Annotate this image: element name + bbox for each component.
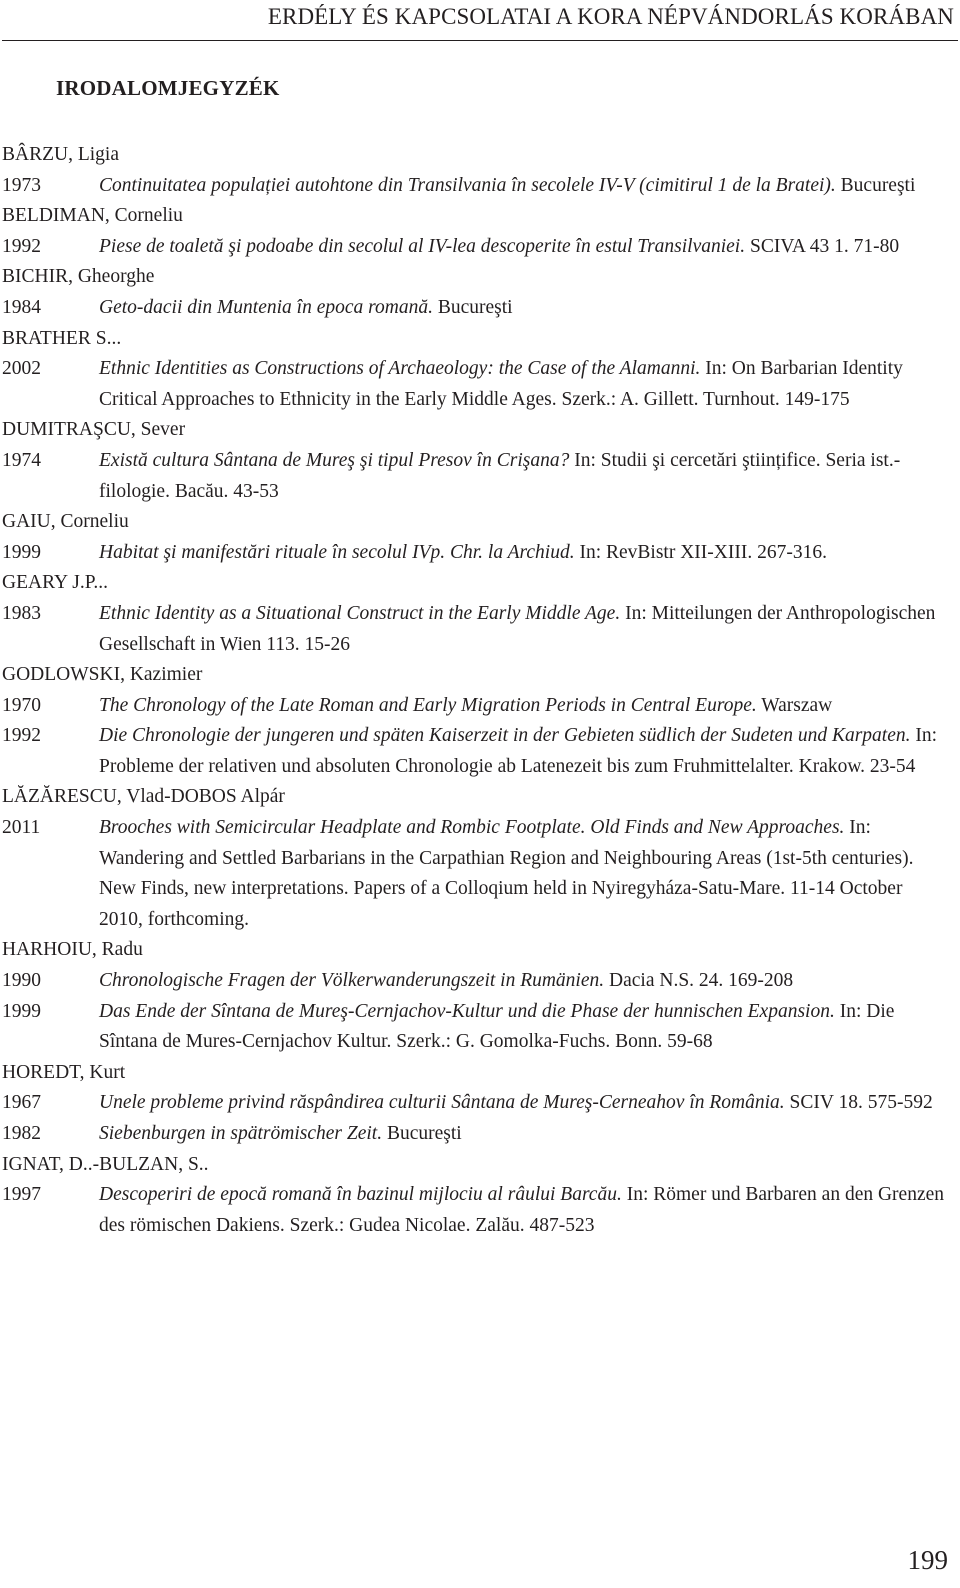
bibliography-entry [0,721,960,782]
entry-title: Ethnic Identities as Constructions of Archaeology: the Case of the Alamanni. [99,358,701,380]
entry-year: 1984 [2,296,41,318]
author-name: DUMITRAŞCU, Sever [2,419,186,441]
bibliography-entry [0,354,960,415]
bibliography-entry [0,997,960,1058]
author-name: LĂZĂRESCU, Vlad-DOBOS Alpár [2,786,285,808]
entry-details: Warszaw [756,694,833,716]
bibliography-entry [0,171,960,202]
entry-details: SCIVA 43 1. 71-80 [745,235,900,257]
author-name: HARHOIU, Radu [2,939,143,961]
entry-title: Ethnic Identity as a Situational Construct in the Early Middle Age. [99,602,621,624]
entry-year: 1992 [2,235,41,257]
entry-year: 1990 [2,970,41,992]
bibliography-entry [0,599,960,660]
entry-year: 1983 [2,602,41,624]
entry-year: 1973 [2,174,41,196]
entry-details: Bucureşti [835,174,916,196]
entry-details: In: Mitteilungen der Anthropologischen Gesellschaft in Wien 113. 15-26 [99,602,936,655]
entry-details: In: Probleme der relativen und absoluten Chronologie ab Latenezeit bis zum Fruhmittelalter. Krakow. 23-54 [99,725,938,777]
entry-title: Chronologische Fragen der Völkerwanderungszeit in Rumänien. [99,970,605,992]
header-rule [2,40,958,41]
entry-title: Die Chronologie der jungeren und späten Kaiserzeit in der Gebieten südlich der Sudeten und Karpaten. [99,725,911,747]
bibliography-entry [0,446,960,507]
bibliography-entry [0,1088,960,1119]
entry-year: 1967 [2,1092,41,1114]
entry-year: 1970 [2,694,41,716]
entry-title: Habitat şi manifestări rituale în secolul IVp. Chr. la Archiud. [99,541,575,563]
entry-year: 1999 [2,541,41,563]
entry-year: 1997 [2,1184,41,1206]
entry-year: 2011 [2,817,41,839]
author-name: BICHIR, Gheorghe [2,266,155,288]
entry-year: 1974 [2,449,41,471]
entry-title: Există cultura Sântana de Mureş şi tipul Presov în Crişana? [99,449,570,471]
entry-title: Siebenburgen in spätrömischer Zeit. [99,1123,383,1144]
page-header [0,0,960,50]
entry-details: In: On Barbarian Identity Critical Approaches to Ethnicity in the Early Middle Ages. Szerk.: A. Gillett. Turnhout. 149-175 [99,358,903,410]
entry-details: In: RevBistr XII-XIII. 267-316. [574,541,827,563]
entry-title: The Chronology of the Late Roman and Early Migration Periods in Central Europe. [99,694,757,716]
entry-title: Brooches with Semicircular Headplate and Rombic Footplate. Old Finds and New Approaches. [99,817,845,839]
bibliography-list [0,140,960,1241]
author-name: BELDIMAN, Corneliu [2,205,183,227]
entry-year: 1982 [2,1123,41,1144]
bibliography-entry [0,1119,960,1150]
entry-title: Piese de toaletă şi podoabe din secolul al IV-lea descoperite în estul Transilvaniei. [99,235,746,257]
entry-year: 1999 [2,1000,41,1022]
entry-details: In: Studii şi cercetări ştiințifice. Seria ist.-filologie. Bacău. 43-53 [99,449,901,502]
entry-year: 2002 [2,358,41,380]
entry-title: Unele probleme privind răspândirea culturii Sântana de Mureş-Cerneahov în România. [99,1092,785,1114]
running-title: ERDÉLY ÉS KAPCSOLATAI A KORA NÉPVÁNDORLÁS KORÁBAN [267,4,954,29]
entry-details: Bucureşti [432,296,513,318]
entry-details: Bucureşti [382,1123,462,1144]
entry-title: Das Ende der Sîntana de Mureş-Cernjachov-Kultur und die Phase der hunnischen Expansion. [99,1000,835,1022]
bibliography-entry [0,538,960,569]
bibliography-entry [0,691,960,722]
entry-title: Geto-dacii din Muntenia în epoca romană. [99,296,433,318]
bibliography-entry [0,966,960,997]
author-name: BRATHER S... [2,327,122,349]
entry-details: In: Römer und Barbaren an den Grenzen des römischen Dakiens. Szerk.: Gudea Nicolae. Zalău. 487-523 [99,1184,945,1236]
entry-details: SCIV 18. 575-592 [784,1092,933,1114]
author-name: GODLOWSKI, Kazimier [2,664,203,686]
bibliography-entry [0,1180,960,1241]
bibliography-entry [0,293,960,324]
entry-details: Dacia N.S. 24. 169-208 [604,970,794,992]
entry-title: Continuitatea populației autohtone din Transilvania în secolele IV-V (cimitirul 1 de la Bratei). [99,174,836,196]
bibliography-entry [0,232,960,263]
entry-details: In: Wandering and Settled Barbarians in the Carpathian Region and Neighbouring Areas (1st-5th centuries). New Finds, new interpretations. Papers of a Colloqium held in Nyiregyháza-Satu-Mare. 11-14 October 2010, forthcoming. [99,817,914,930]
entry-details: In: Die Sîntana de Mures-Cernjachov Kultur. Szerk.: G. Gomolka-Fuchs. Bonn. 59-68 [99,1000,895,1053]
author-name: IGNAT, D..-BULZAN, S.. [2,1153,209,1175]
author-name: HOREDT, Kurt [2,1061,126,1083]
author-name: GEARY J.P... [2,572,109,594]
section-title: IRODALOMJEGYZÉK [56,76,280,100]
entry-title: Descoperiri de epocă romană în bazinul mijlociu al râului Barcău. [99,1184,622,1206]
bibliography-entry [0,813,960,935]
author-name: GAIU, Corneliu [2,511,129,533]
entry-year: 1992 [2,725,41,747]
author-name: BÂRZU, Ligia [2,144,119,165]
page-number: 199 [907,1545,948,1575]
